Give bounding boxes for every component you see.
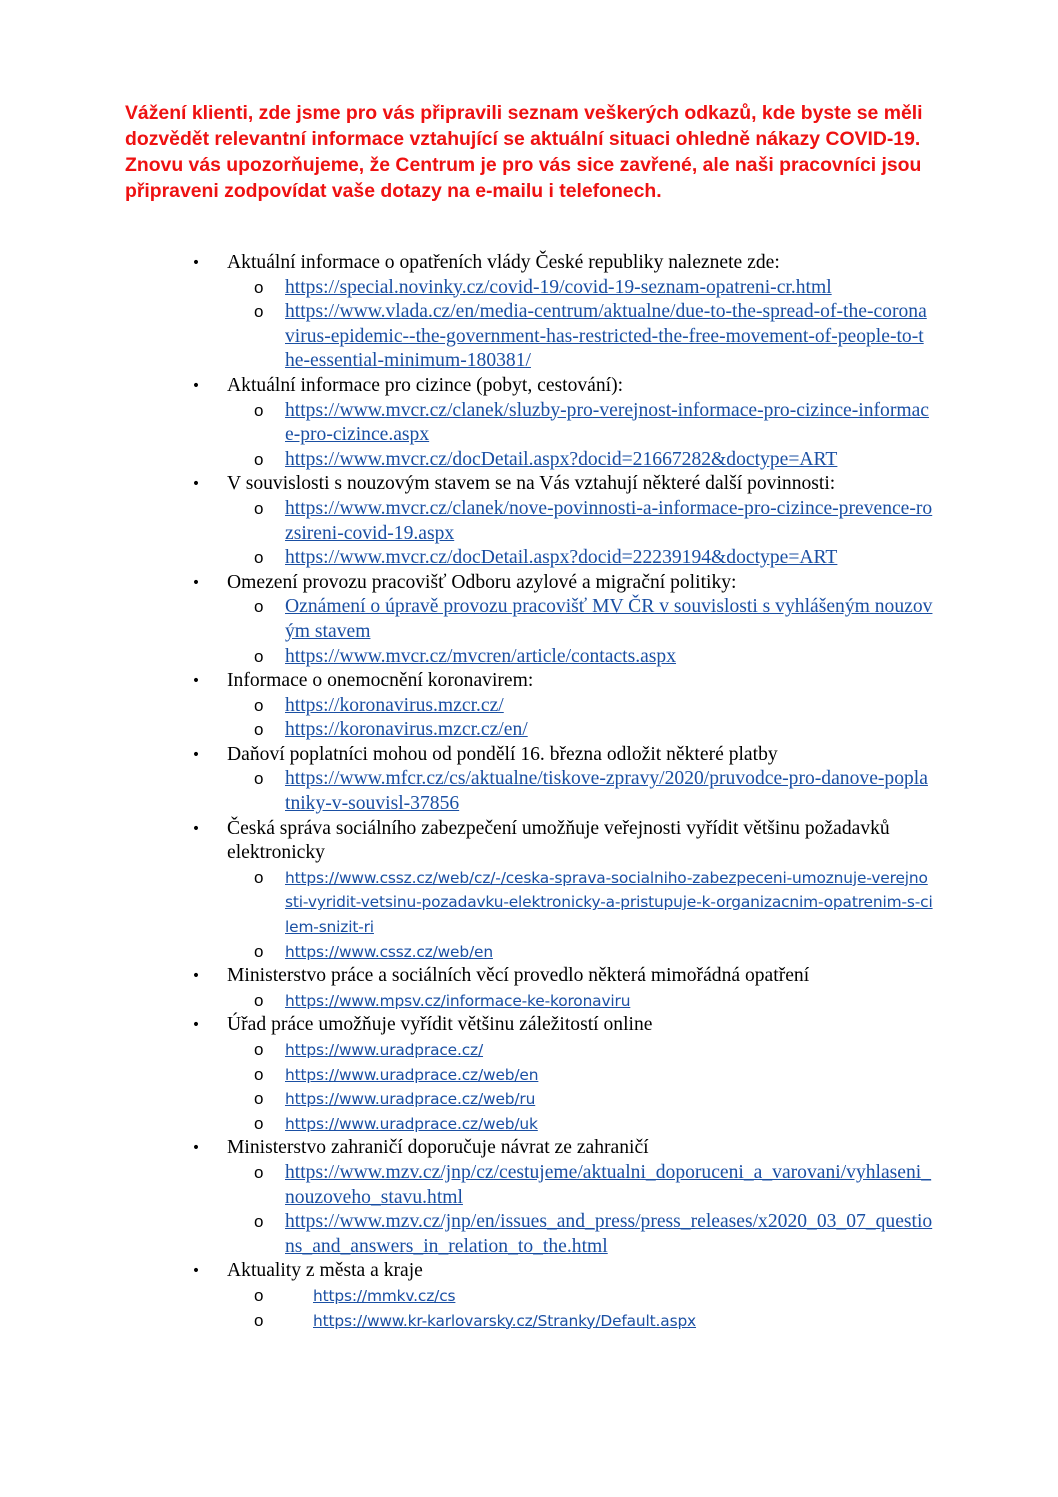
resource-link[interactable]: https://koronavirus.mzcr.cz/en/: [285, 719, 528, 741]
list-item: [0, 571, 1058, 669]
list-item: [0, 1013, 1058, 1136]
circle-bullet-icon: o: [254, 400, 264, 420]
section-heading: Informace o onemocnění koronavirem:: [227, 670, 534, 692]
link-item: [227, 1161, 1058, 1210]
link-item: [227, 718, 1058, 743]
resource-link[interactable]: https://mmkv.cz/cs: [313, 1286, 456, 1305]
link-item: [227, 940, 1058, 965]
circle-bullet-icon: o: [254, 695, 264, 715]
circle-bullet-icon: o: [254, 1089, 264, 1109]
link-item: [227, 497, 1058, 546]
resource-link[interactable]: https://koronavirus.mzcr.cz/: [285, 694, 504, 716]
circle-bullet-icon: o: [254, 277, 264, 297]
resource-link[interactable]: https://www.mvcr.cz/docDetail.aspx?docid=21667282&doctype=ART: [285, 448, 838, 470]
resource-link[interactable]: https://www.mvcr.cz/mvcren/article/contacts.aspx: [285, 645, 677, 667]
section-heading: Česká správa sociálního zabezpečení umožňuje veřejnosti vyřídit většinu požadavků elektronicky: [227, 817, 890, 864]
resource-link[interactable]: https://www.mzv.cz/jnp/cz/cestujeme/aktualni_doporuceni_a_varovani/vyhlaseni_nouzoveho_stavu.html: [285, 1161, 932, 1208]
resource-link[interactable]: https://www.vlada.cz/en/media-centrum/aktualne/due-to-the-spread-of-the-coronavirus-epidemic--the-government-has-restricted-the-free-movement-of-people-to-the-essential-minimum-180381/: [285, 301, 927, 372]
link-item: [227, 989, 1058, 1014]
link-item: [227, 645, 1058, 670]
link-list: [227, 694, 1058, 743]
bullet-icon: •: [191, 1017, 201, 1034]
section-heading: Úřad práce umožňuje vyřídit většinu záležitostí online: [227, 1014, 653, 1036]
list-item: [0, 1136, 1058, 1259]
link-list: [227, 595, 1058, 669]
link-item: [227, 546, 1058, 571]
resource-link[interactable]: https://www.mfcr.cz/cs/aktualne/tiskove-zpravy/2020/pruvodce-pro-danove-poplatniky-v-souvisl-37856: [285, 768, 928, 815]
section-heading: Omezení provozu pracovišť Odboru azylové a migrační politiky:: [227, 571, 737, 593]
circle-bullet-icon: o: [254, 646, 264, 666]
link-item: [227, 1210, 1058, 1259]
link-item: [227, 1284, 1058, 1309]
resource-link[interactable]: https://www.mzv.cz/jnp/en/issues_and_press/press_releases/x2020_03_07_questions_and_answers_in_relation_to_the.html: [285, 1211, 933, 1257]
resource-link[interactable]: https://www.mvcr.cz/clanek/nove-povinnosti-a-informace-pro-cizince-prevence-rozsireni-covid-19.aspx: [285, 497, 933, 544]
resource-link[interactable]: https://www.uradprace.cz/: [285, 1041, 484, 1059]
bullet-icon: •: [191, 476, 201, 493]
link-item: [227, 1309, 1058, 1334]
section-heading: Daňoví poplatníci mohou od pondělí 16. března odložit některé platby: [227, 743, 778, 765]
resource-link[interactable]: https://www.mvcr.cz/docDetail.aspx?docid=22239194&doctype=ART: [285, 547, 838, 569]
link-list: [227, 767, 1058, 816]
circle-bullet-icon: o: [254, 548, 264, 568]
bullet-icon: •: [191, 377, 201, 394]
circle-bullet-icon: o: [254, 1162, 264, 1182]
link-item: [227, 399, 1058, 448]
circle-bullet-icon: o: [254, 990, 264, 1010]
circle-bullet-icon: o: [254, 1285, 264, 1305]
circle-bullet-icon: o: [254, 1064, 264, 1084]
link-item: [227, 300, 1058, 374]
section-heading: Ministerstvo práce a sociálních věcí provedlo některá mimořádná opatření: [227, 965, 810, 987]
link-item: [227, 1038, 1058, 1063]
list-item: [0, 964, 1058, 1013]
bullet-icon: •: [191, 746, 201, 763]
list-item: [0, 374, 1058, 472]
resource-link[interactable]: https://special.novinky.cz/covid-19/covid-19-seznam-opatreni-cr.html: [285, 276, 832, 298]
resource-link[interactable]: https://www.mpsv.cz/informace-ke-koronaviru: [285, 991, 631, 1010]
list-item: [0, 251, 1058, 374]
bullet-icon: •: [191, 1140, 201, 1157]
circle-bullet-icon: o: [254, 720, 264, 740]
circle-bullet-icon: o: [254, 941, 264, 961]
bullet-icon: •: [191, 673, 201, 690]
resource-link[interactable]: https://www.uradprace.cz/web/en: [285, 1065, 539, 1084]
section-heading: Aktuální informace o opatřeních vlády České republiky naleznete zde:: [227, 252, 780, 273]
circle-bullet-icon: o: [254, 449, 264, 469]
link-list: [227, 1284, 1058, 1333]
link-list: [227, 276, 1058, 374]
bullet-icon: •: [191, 820, 201, 837]
link-list: [227, 1161, 1058, 1259]
link-item: [227, 1112, 1058, 1137]
circle-bullet-icon: o: [254, 597, 264, 617]
link-item: [227, 1087, 1058, 1112]
resource-link[interactable]: https://www.uradprace.cz/web/uk: [285, 1114, 538, 1133]
list-item: [0, 669, 1058, 743]
link-item: [227, 448, 1058, 473]
resource-link[interactable]: https://www.mvcr.cz/clanek/sluzby-pro-verejnost-informace-pro-cizince-informace-pro-cizince.aspx: [285, 399, 929, 446]
resource-link[interactable]: Oznámení o úpravě provozu pracovišť MV ČR v souvislosti s vyhlášeným nouzovým stavem: [285, 596, 933, 642]
section-heading: V souvislosti s nouzovým stavem se na Vás vztahují některé další povinnosti:: [227, 473, 836, 495]
link-list: [227, 399, 1058, 473]
link-item: [227, 866, 1058, 940]
link-list: [227, 497, 1058, 571]
circle-bullet-icon: o: [254, 1212, 264, 1232]
section-heading: Aktuální informace pro cizince (pobyt, cestování):: [227, 374, 624, 396]
circle-bullet-icon: o: [254, 867, 264, 887]
link-list: [227, 989, 1058, 1014]
resource-link[interactable]: https://www.cssz.cz/web/cz/-/ceska-sprava-socialniho-zabezpeceni-umoznuje-verejnosti-vyridit-vetsinu-pozadavku-elektronicky-a-pristupuje-k-organizacnim-opatrenim-s-cilem-snizit-ri: [285, 868, 933, 937]
circle-bullet-icon: o: [254, 1040, 264, 1059]
bullet-icon: •: [191, 1263, 201, 1280]
circle-bullet-icon: o: [254, 302, 264, 322]
resource-link[interactable]: https://www.uradprace.cz/web/ru: [285, 1090, 536, 1109]
bullet-icon: •: [191, 968, 201, 985]
section-heading: Ministerstvo zahraničí doporučuje návrat ze zahraničí: [227, 1137, 649, 1159]
link-list: [227, 1038, 1058, 1136]
list-item: [0, 743, 1058, 817]
list-item: [0, 1259, 1058, 1333]
bullet-icon: •: [191, 574, 201, 591]
resource-link[interactable]: https://www.kr-karlovarsky.cz/Stranky/Default.aspx: [313, 1311, 697, 1330]
intro-notice: Vážení klienti, zde jsme pro vás připravili seznam veškerých odkazů, kde byste se měli dozvědět relevantní informace vztahující se aktuální situaci ohledně nákazy COVID-19. Znovu vás upozorňujeme, že Centrum je pro vás sice zavřené, ale naši pracovníci jsou připraveni zodpovídat vaše dotazy na e-mailu i telefonech.: [125, 102, 923, 202]
link-item: [227, 1063, 1058, 1088]
link-item: [227, 276, 1058, 301]
circle-bullet-icon: o: [254, 769, 264, 789]
link-item: [227, 694, 1058, 719]
circle-bullet-icon: o: [254, 1310, 264, 1330]
bullet-icon: •: [191, 255, 201, 271]
circle-bullet-icon: o: [254, 498, 264, 518]
resource-link[interactable]: https://www.cssz.cz/web/en: [285, 942, 493, 961]
circle-bullet-icon: o: [254, 1113, 264, 1133]
link-list: [227, 866, 1058, 964]
list-item: [0, 817, 1058, 965]
link-item: [227, 767, 1058, 816]
list-item: [0, 472, 1058, 570]
resource-list: [0, 251, 1058, 1333]
section-heading: Aktuality z města a kraje: [227, 1260, 423, 1282]
link-item: [227, 595, 1058, 644]
